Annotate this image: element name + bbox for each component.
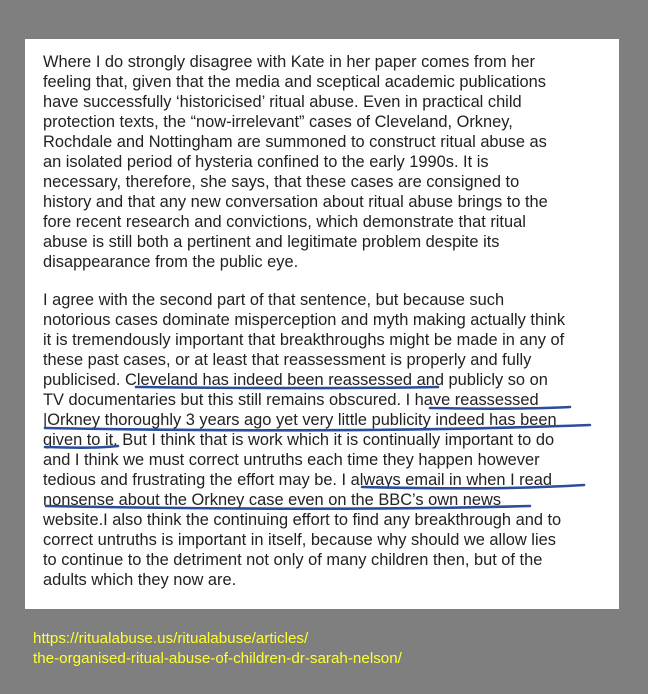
text-line: Where I do strongly disagree with Kate in her paper comes from her — [43, 53, 535, 71]
url-line[interactable]: https://ritualabuse.us/ritualabuse/articles/ — [33, 630, 309, 647]
text-line: |Orkney thoroughly 3 years ago yet very little publicity indeed has been — [43, 411, 557, 429]
text-line: history and that any new conversation about ritual abuse brings to the — [43, 193, 548, 211]
text-line: correct untruths is important in itself, because why should we allow lies — [43, 531, 556, 549]
text-line: nonsense about the Orkney case even on the BBC’s own news — [43, 491, 502, 509]
text-line: TV documentaries but this still remains obscured. I have reassessed — [43, 391, 539, 409]
text-line: tedious and frustrating the effort may be. I always email in when I read — [43, 471, 552, 489]
text-line: an isolated period of hysteria confined to the early 1990s. It is — [43, 153, 489, 171]
text-line: abuse is still both a pertinent and legitimate problem despite its — [43, 233, 500, 251]
text-line: feeling that, given that the media and sceptical academic publications — [43, 73, 546, 91]
text-line: publicised. Cleveland has indeed been reassessed and publicly so on — [43, 371, 548, 389]
text-line: necessary, therefore, she says, that these cases are consigned to — [43, 173, 520, 191]
text-line: I agree with the second part of that sentence, but because such — [43, 291, 505, 309]
text-line: adults which they now are. — [43, 571, 237, 589]
source-url[interactable] — [33, 629, 402, 669]
url-line[interactable]: the-organised-ritual-abuse-of-children-dr-sarah-nelson/ — [33, 650, 402, 667]
text-line: and I think we must correct untruths each time they happen however — [43, 451, 540, 469]
text-line: website.I also think the continuing effort to find any breakthrough and to — [43, 511, 562, 529]
text-line: have successfully ‘historicised’ ritual abuse. Even in practical child — [43, 93, 522, 111]
paragraph-2 — [43, 290, 603, 590]
text-line: to continue to the detriment not only of many children then, but of the — [43, 551, 543, 569]
text-line: given to it. But I think that is work which it is continually important to do — [43, 431, 555, 449]
text-line: these past cases, or at least that reassessment is properly and fully — [43, 351, 532, 369]
text-line: it is tremendously important that breakthroughs might be made in any of — [43, 331, 565, 349]
text-line: notorious cases dominate misperception and myth making actually think — [43, 311, 566, 329]
text-line: fore recent research and convictions, which demonstrate that ritual — [43, 213, 526, 231]
article-excerpt-card — [25, 39, 619, 609]
text-line: disappearance from the public eye. — [43, 253, 299, 271]
text-line: Rochdale and Nottingham are summoned to construct ritual abuse as — [43, 133, 547, 151]
text-line: protection texts, the “now-irrelevant” cases of Cleveland, Orkney, — [43, 113, 513, 131]
paragraph-1 — [43, 52, 603, 272]
